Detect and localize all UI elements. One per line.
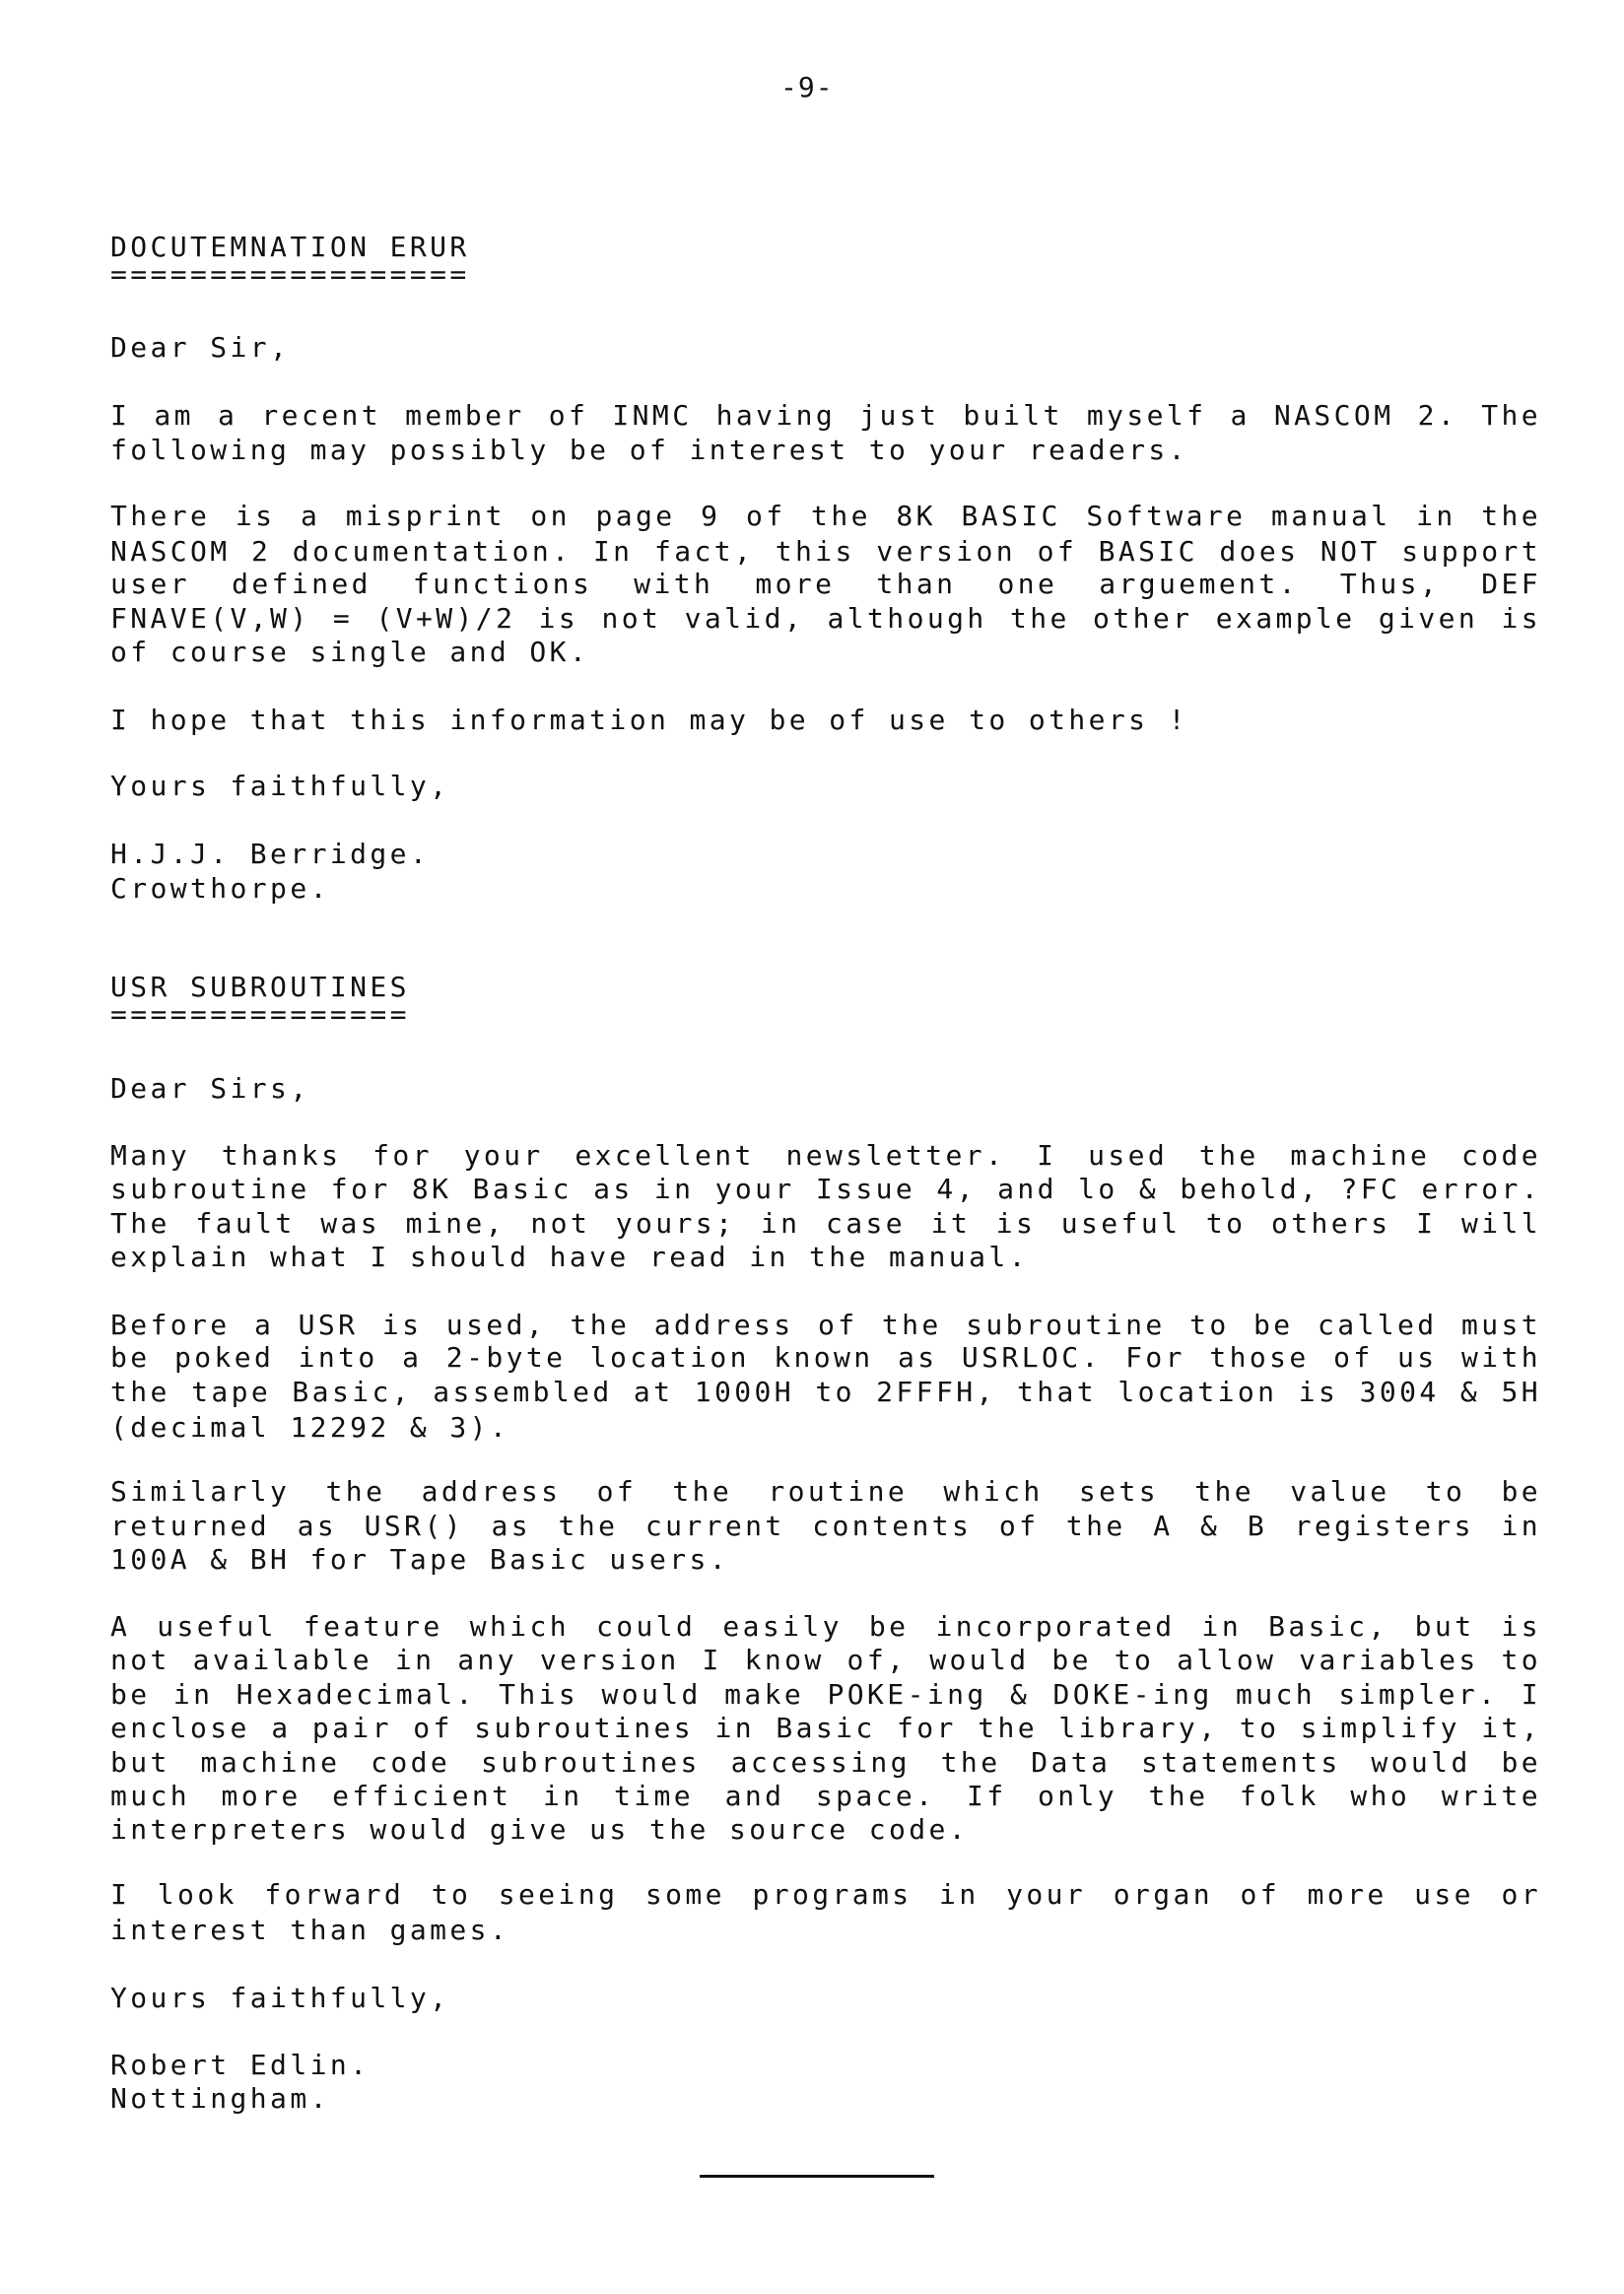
section-heading: DOCUTEMNATION ERUR <box>110 231 470 263</box>
text-line: following may possibly be of interest to your readers. <box>110 434 1188 466</box>
text-line: subroutine for 8K Basic as in your Issue 4, and lo & behold, ?FC error. <box>110 1173 1541 1205</box>
text-line: user defined functions with more than one arguement. Thus, DEF <box>110 568 1541 600</box>
text-line: NASCOM 2 documentation. In fact, this version of BASIC does NOT support <box>110 535 1541 568</box>
text-line: A useful feature which could easily be incorporated in Basic, but is <box>110 1610 1541 1643</box>
text-line: explain what I should have read in the manual. <box>110 1241 1029 1273</box>
section-heading: USR SUBROUTINES <box>110 971 410 1003</box>
page-number: -9- <box>780 71 834 103</box>
text-line: I hope that this information may be of use to others ! <box>110 704 1188 736</box>
signature-name: H.J.J. Berridge. <box>110 838 431 870</box>
text-line: but machine code subroutines accessing the Data statements would be <box>110 1746 1541 1779</box>
text-line: Similarly the address of the routine which sets the value to be <box>110 1475 1541 1508</box>
text-line: enclose a pair of subroutines in Basic for the library, to simplify it, <box>110 1712 1541 1744</box>
salutation: Dear Sirs, <box>110 1072 310 1105</box>
text-line: interpreters would give us the source code. <box>110 1813 970 1846</box>
text-line: (decimal 12292 & 3). <box>110 1411 510 1444</box>
text-line: FNAVE(V,W) = (V+W)/2 is not valid, although the other example given is <box>110 602 1541 635</box>
signature-location: Nottingham. <box>110 2082 330 2115</box>
text-line: 100A & BH for Tape Basic users. <box>110 1543 729 1576</box>
text-line: not available in any version I know of, would be to allow variables to <box>110 1644 1541 1676</box>
closing: Yours faithfully, <box>110 770 450 802</box>
closing: Yours faithfully, <box>110 1982 450 2014</box>
text-line: There is a misprint on page 9 of the 8K BASIC Software manual in the <box>110 500 1541 532</box>
end-rule-divider <box>700 2175 934 2178</box>
text-line: I am a recent member of INMC having just built myself a NASCOM 2. The <box>110 399 1541 432</box>
heading-underline: ================== <box>110 258 470 291</box>
text-line: be in Hexadecimal. This would make POKE-ing & DOKE-ing much simpler. I <box>110 1678 1541 1711</box>
text-line: Many thanks for your excellent newsletter. I used the machine code <box>110 1139 1541 1172</box>
text-line: of course single and OK. <box>110 636 590 668</box>
heading-underline: =============== <box>110 998 410 1031</box>
text-line: The fault was mine, not yours; in case it is useful to others I will <box>110 1207 1541 1240</box>
text-line: interest than games. <box>110 1914 510 1946</box>
signature-name: Robert Edlin. <box>110 2049 371 2081</box>
text-line: the tape Basic, assembled at 1000H to 2FFFH, that location is 3004 & 5H <box>110 1376 1541 1408</box>
text-line: I look forward to seeing some programs in your organ of more use or <box>110 1878 1541 1911</box>
signature-location: Crowthorpe. <box>110 872 330 905</box>
text-line: be poked into a 2-byte location known as USRLOC. For those of us with <box>110 1341 1541 1374</box>
text-line: much more efficient in time and space. If only the folk who write <box>110 1780 1541 1812</box>
text-line: Before a USR is used, the address of the subroutine to be called must <box>110 1309 1541 1341</box>
salutation: Dear Sir, <box>110 331 291 364</box>
text-line: returned as USR() as the current contents of the A & B registers in <box>110 1510 1541 1542</box>
